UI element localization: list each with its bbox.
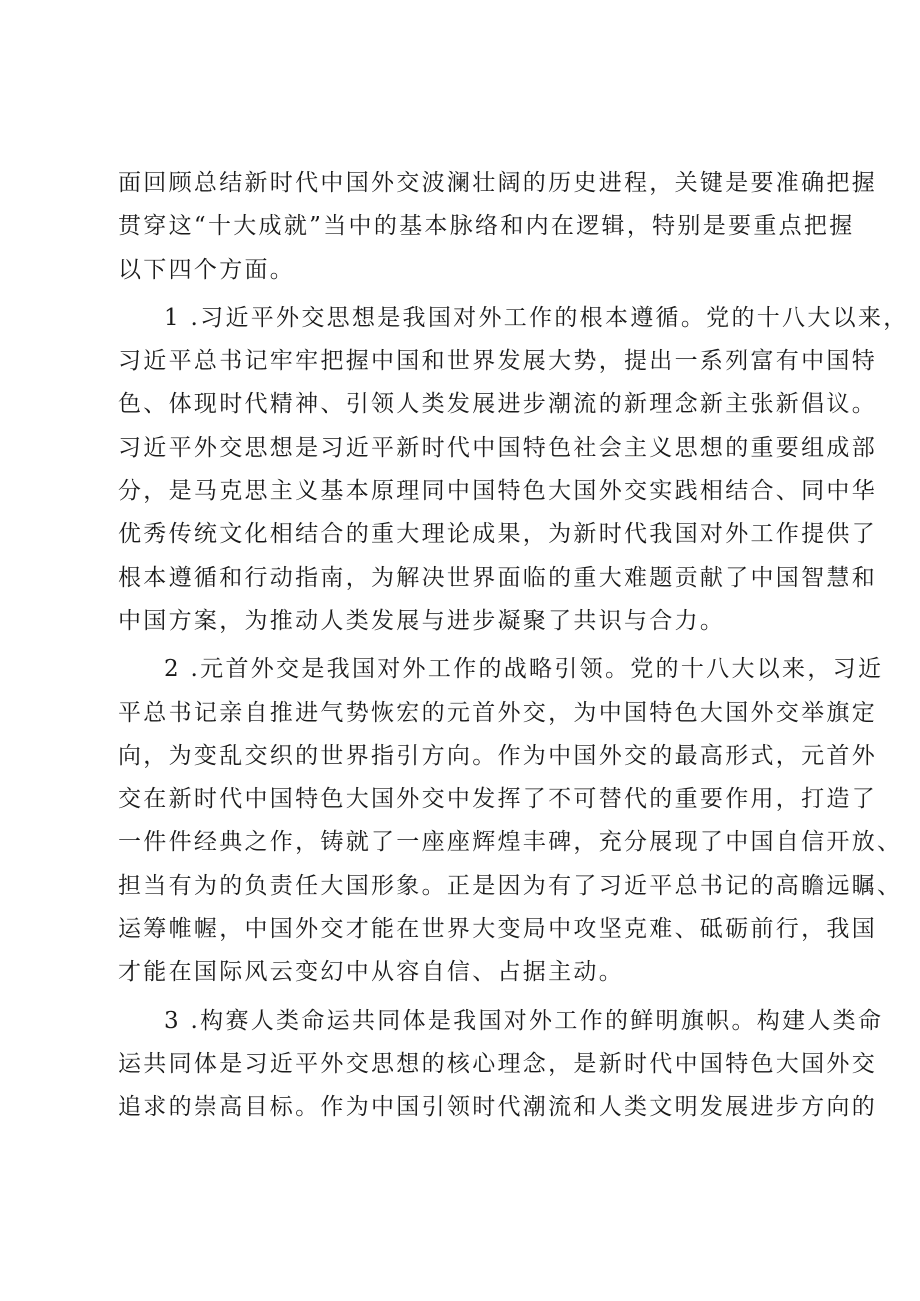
text-line: 以下四个方面。	[118, 256, 296, 283]
text-line: 追求的崇高目标。作为中国引领时代潮流和人类文明发展进步方向的	[118, 1094, 877, 1121]
text-line: 平总书记亲自推进气势恢宏的元首外交，为中国特色大国外交举旗定	[118, 699, 877, 726]
text-line: 向，为变乱交织的世界指引方向。作为中国外交的最高形式，元首外	[118, 742, 877, 769]
text-line: 习近平总书记牢牢把握中国和世界发展大势，提出一系列富有中国特	[118, 348, 877, 375]
text-line: 习近平外交思想是习近平新时代中国特色社会主义思想的重要组成部	[118, 434, 877, 461]
paragraph-point-1	[118, 297, 909, 643]
text-line: 3 .构赛人类命运共同体是我国对外工作的鲜明旗帜。构建人类命	[164, 1007, 884, 1034]
document-body	[118, 162, 909, 1135]
text-line: 2 .元首外交是我国对外工作的战略引领。党的十八大以来，习近	[164, 656, 884, 683]
paragraph-intro	[118, 162, 877, 292]
text-line: 根本遵循和行动指南，为解决世界面临的重大难题贡献了中国智慧和	[118, 564, 877, 591]
text-line: 1 .习近平外交思想是我国对外工作的根本遵循。党的十八大以来，	[164, 304, 909, 331]
text-line: 运共同体是习近平外交思想的核心理念，是新时代中国特色大国外交	[118, 1050, 877, 1077]
paragraph-point-3	[118, 1000, 884, 1130]
text-line: 担当有为的负责任大国形象。正是因为有了习近平总书记的高瞻远瞩、	[118, 872, 903, 899]
text-line: 色、体现时代精神、引领人类发展进步潮流的新理念新主张新倡议。	[118, 391, 877, 418]
text-line: 一件件经典之作，铸就了一座座辉煌丰碑，充分展现了中国自信开放、	[118, 829, 903, 856]
text-line: 才能在国际风云变幻中从容自信、占据主动。	[118, 959, 624, 986]
text-line: 面回顾总结新时代中国外交波澜壮阔的历史进程，关键是要准确把握	[118, 170, 877, 196]
paragraph-point-2	[118, 648, 903, 994]
text-line: 贯穿这“十大成就”当中的基本脉络和内在逻辑，特别是要重点把握	[118, 213, 855, 240]
text-line: 分，是马克思主义基本原理同中国特色大国外交实践相结合、同中华	[118, 478, 877, 505]
text-line: 运筹帷幄，中国外交才能在世界大变局中攻坚克难、砥砺前行，我国	[118, 916, 877, 943]
text-line: 优秀传统文化相结合的重大理论成果，为新时代我国对外工作提供了	[118, 521, 877, 548]
text-line: 交在新时代中国特色大国外交中发挥了不可替代的重要作用，打造了	[118, 786, 877, 813]
text-line: 中国方案，为推动人类发展与进步凝聚了共识与合力。	[118, 607, 726, 634]
